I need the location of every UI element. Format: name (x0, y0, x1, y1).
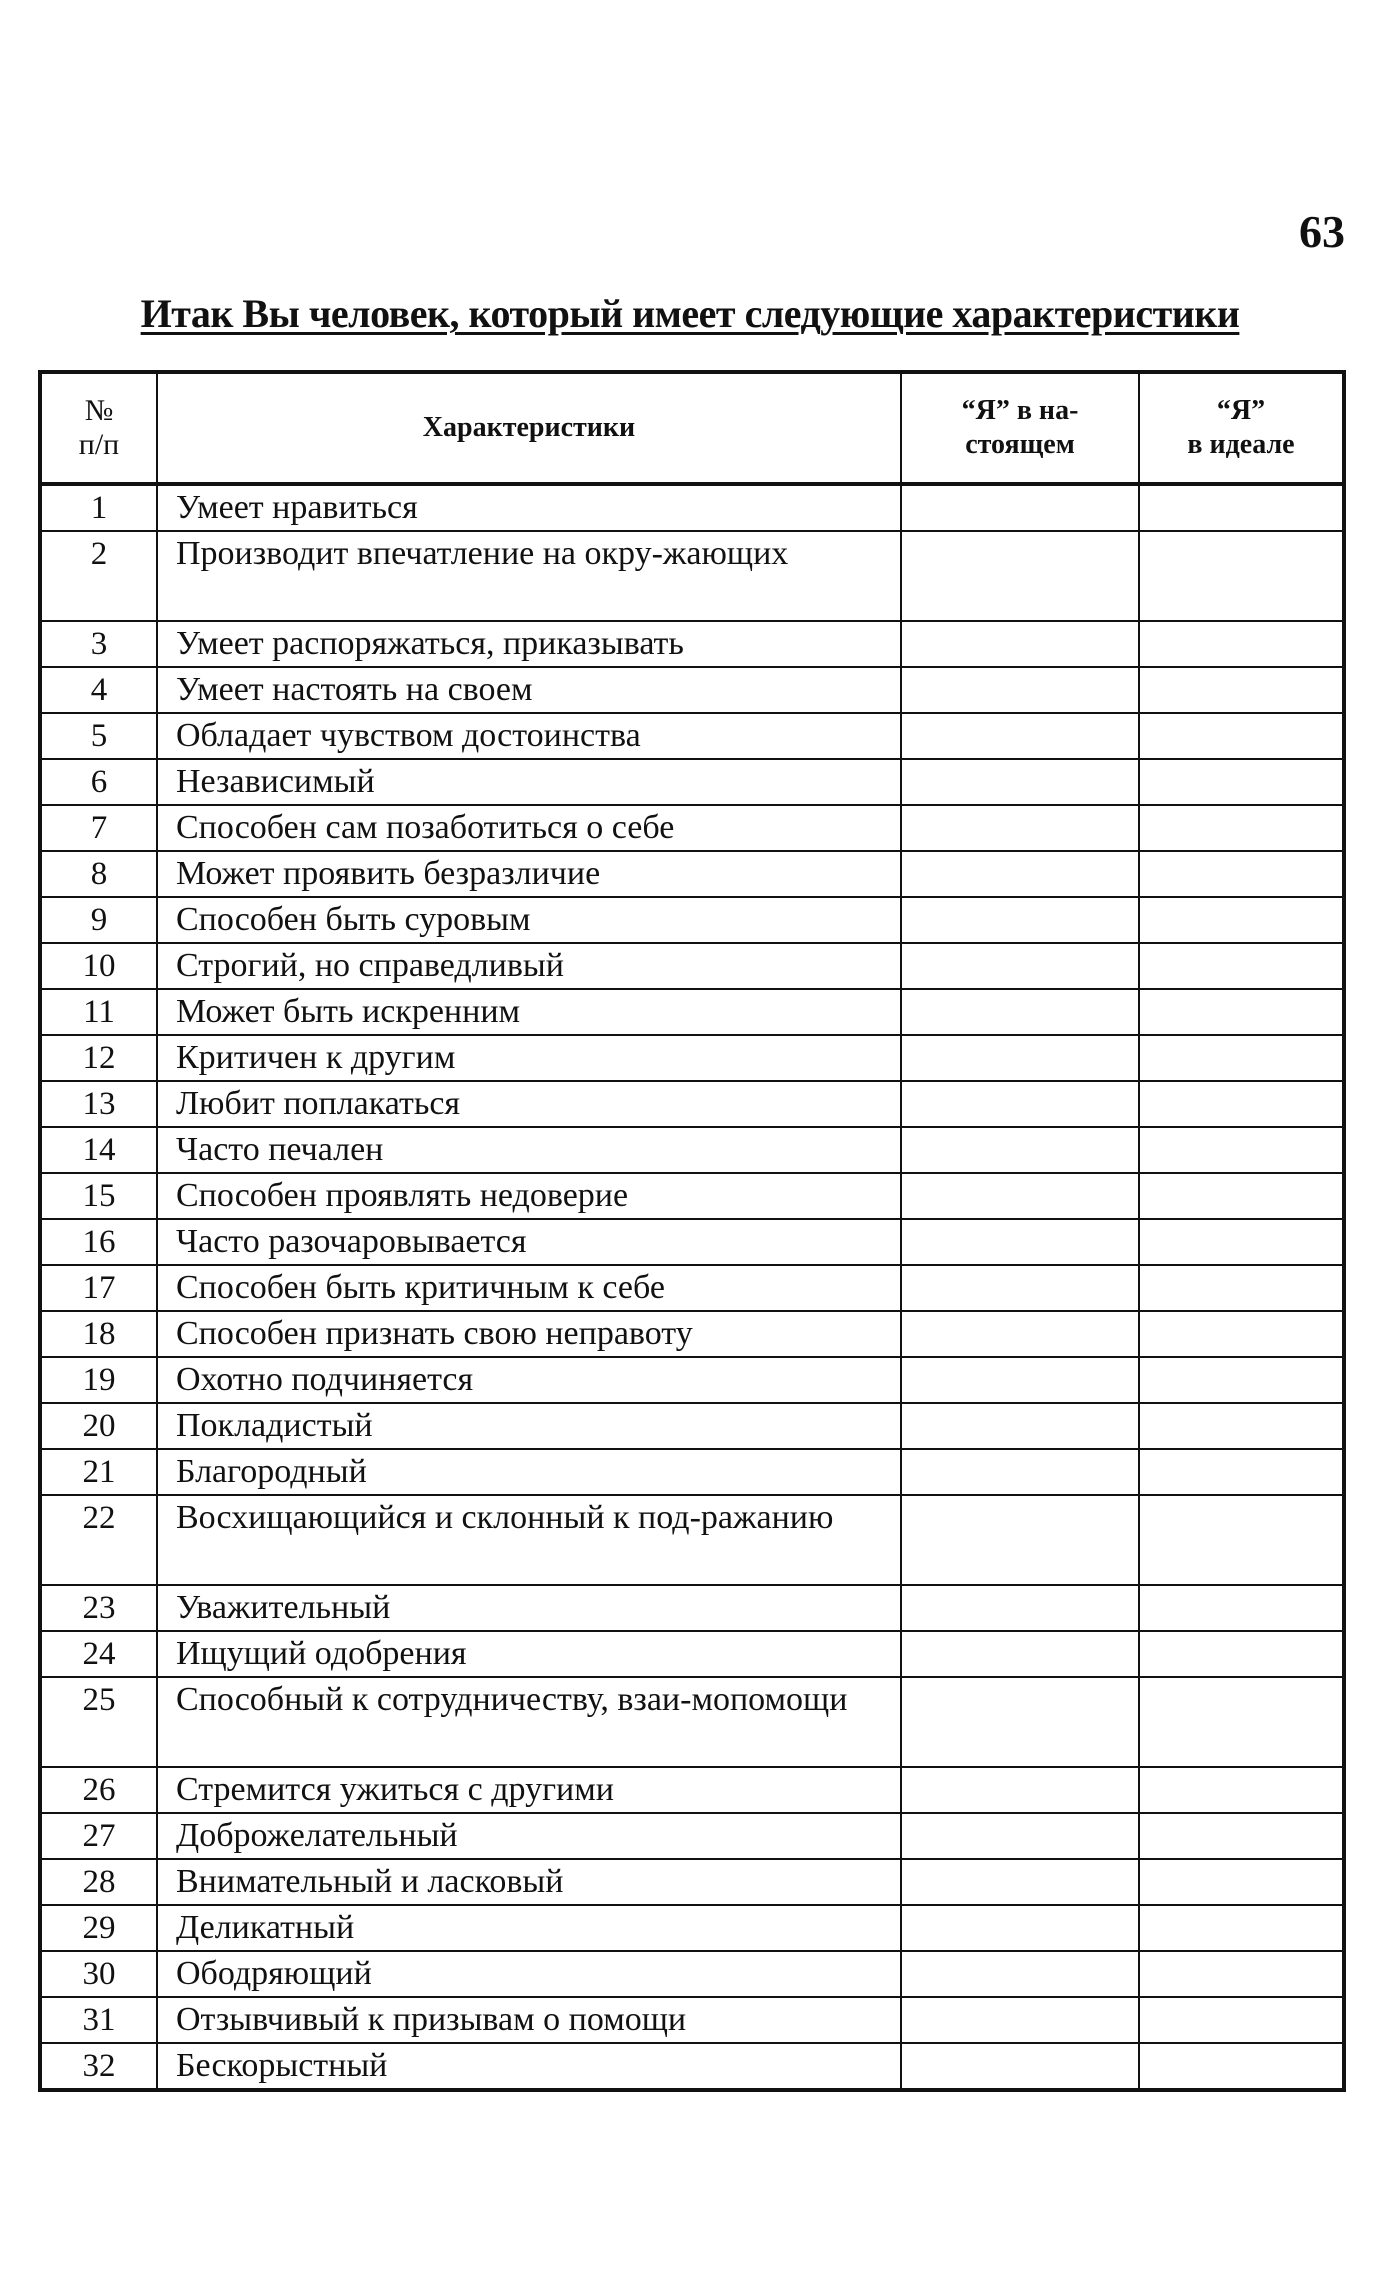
table-row (40, 851, 1344, 897)
row-characteristic: Благородный (157, 1449, 901, 1495)
row-self-present-cell[interactable] (901, 1449, 1139, 1495)
row-characteristic: Ободряющий (157, 1951, 901, 1997)
table-row (40, 667, 1344, 713)
characteristics-table (38, 370, 1346, 2092)
row-characteristic: Часто печален (157, 1127, 901, 1173)
header-number-line2: п/п (78, 428, 120, 461)
row-self-present-cell[interactable] (901, 1495, 1139, 1585)
row-self-ideal-cell[interactable] (1139, 621, 1344, 667)
row-number: 20 (40, 1403, 157, 1449)
row-self-ideal-cell[interactable] (1139, 897, 1344, 943)
row-self-present-cell[interactable] (901, 805, 1139, 851)
row-self-present-cell[interactable] (901, 1403, 1139, 1449)
row-characteristic: Любит поплакаться (157, 1081, 901, 1127)
row-number: 26 (40, 1767, 157, 1813)
row-self-ideal-cell[interactable] (1139, 989, 1344, 1035)
row-characteristic: Способен сам позаботиться о себе (157, 805, 901, 851)
table-row (40, 1677, 1344, 1767)
row-self-ideal-cell[interactable] (1139, 1631, 1344, 1677)
row-self-ideal-cell[interactable] (1139, 713, 1344, 759)
row-number: 32 (40, 2043, 157, 2090)
row-characteristic: Покладистый (157, 1403, 901, 1449)
row-characteristic: Охотно подчиняется (157, 1357, 901, 1403)
row-number: 4 (40, 667, 157, 713)
row-number: 31 (40, 1997, 157, 2043)
row-number: 13 (40, 1081, 157, 1127)
row-self-present-cell[interactable] (901, 1357, 1139, 1403)
header-self-present (901, 372, 1139, 484)
table-row (40, 484, 1344, 531)
row-self-ideal-cell[interactable] (1139, 1767, 1344, 1813)
table-row (40, 531, 1344, 621)
row-self-present-cell[interactable] (901, 1311, 1139, 1357)
row-number: 15 (40, 1173, 157, 1219)
row-self-ideal-cell[interactable] (1139, 1677, 1344, 1767)
table-row (40, 1173, 1344, 1219)
row-characteristic: Умеет нравиться (157, 484, 901, 531)
row-characteristic: Производит впечатление на окру-жающих (157, 531, 901, 621)
row-characteristic: Отзывчивый к призывам о помощи (157, 1997, 901, 2043)
row-self-present-cell[interactable] (901, 1951, 1139, 1997)
table-row (40, 989, 1344, 1035)
row-characteristic: Может быть искренним (157, 989, 901, 1035)
row-self-ideal-cell[interactable] (1139, 1495, 1344, 1585)
row-number: 2 (40, 531, 157, 621)
table-row (40, 1997, 1344, 2043)
row-self-present-cell[interactable] (901, 943, 1139, 989)
row-self-present-cell[interactable] (901, 1265, 1139, 1311)
row-characteristic: Способен быть критичным к себе (157, 1265, 901, 1311)
header-number (40, 372, 157, 484)
row-self-ideal-cell[interactable] (1139, 1997, 1344, 2043)
row-self-ideal-cell[interactable] (1139, 1081, 1344, 1127)
row-characteristic: Доброжелательный (157, 1813, 901, 1859)
row-characteristic: Ищущий одобрения (157, 1631, 901, 1677)
row-characteristic: Внимательный и ласковый (157, 1859, 901, 1905)
row-self-present-cell[interactable] (901, 713, 1139, 759)
table-row (40, 1905, 1344, 1951)
row-self-present-cell[interactable] (901, 989, 1139, 1035)
row-number: 25 (40, 1677, 157, 1767)
row-characteristic: Критичен к другим (157, 1035, 901, 1081)
header-self-present-line1: “Я” в на- (961, 395, 1079, 426)
row-characteristic: Способный к сотрудничеству, взаи-мопомощи (157, 1677, 901, 1767)
row-characteristic: Бескорыстный (157, 2043, 901, 2090)
row-self-ideal-cell[interactable] (1139, 484, 1344, 531)
table-row (40, 805, 1344, 851)
row-number: 3 (40, 621, 157, 667)
row-characteristic: Обладает чувством достоинства (157, 713, 901, 759)
row-self-present-cell[interactable] (901, 1585, 1139, 1631)
row-number: 7 (40, 805, 157, 851)
table-row (40, 897, 1344, 943)
row-number: 17 (40, 1265, 157, 1311)
page-title: Итак Вы человек, который имеет следующие характеристики (140, 291, 1240, 336)
table-row (40, 943, 1344, 989)
row-number: 19 (40, 1357, 157, 1403)
row-self-ideal-cell[interactable] (1139, 667, 1344, 713)
row-number: 28 (40, 1859, 157, 1905)
row-self-ideal-cell[interactable] (1139, 805, 1344, 851)
row-self-present-cell[interactable] (901, 1035, 1139, 1081)
row-characteristic: Умеет настоять на своем (157, 667, 901, 713)
row-characteristic: Может проявить безразличие (157, 851, 901, 897)
row-self-present-cell[interactable] (901, 897, 1139, 943)
row-number: 27 (40, 1813, 157, 1859)
row-number: 29 (40, 1905, 157, 1951)
row-self-present-cell[interactable] (901, 667, 1139, 713)
header-characteristics: Характеристики (157, 372, 901, 484)
header-self-ideal-line2: в идеале (1187, 429, 1295, 460)
table-row (40, 1767, 1344, 1813)
row-characteristic: Уважительный (157, 1585, 901, 1631)
row-self-ideal-cell[interactable] (1139, 1859, 1344, 1905)
table-row (40, 1813, 1344, 1859)
row-characteristic: Способен быть суровым (157, 897, 901, 943)
row-number: 22 (40, 1495, 157, 1585)
table-row (40, 1403, 1344, 1449)
row-self-present-cell[interactable] (901, 851, 1139, 897)
page-number: 63 (1299, 206, 1345, 257)
row-number: 16 (40, 1219, 157, 1265)
table-row (40, 1495, 1344, 1585)
table-row (40, 713, 1344, 759)
table-row (40, 621, 1344, 667)
row-self-present-cell[interactable] (901, 1631, 1139, 1677)
row-number: 6 (40, 759, 157, 805)
row-self-ideal-cell[interactable] (1139, 1035, 1344, 1081)
row-self-ideal-cell[interactable] (1139, 1585, 1344, 1631)
row-self-present-cell[interactable] (901, 1859, 1139, 1905)
row-self-present-cell[interactable] (901, 1173, 1139, 1219)
table-row (40, 1219, 1344, 1265)
row-self-ideal-cell[interactable] (1139, 1265, 1344, 1311)
row-self-ideal-cell[interactable] (1139, 1173, 1344, 1219)
row-number: 9 (40, 897, 157, 943)
table-row (40, 1859, 1344, 1905)
row-self-ideal-cell[interactable] (1139, 1357, 1344, 1403)
table-row (40, 1127, 1344, 1173)
row-self-present-cell[interactable] (901, 759, 1139, 805)
table-row (40, 1631, 1344, 1677)
row-number: 10 (40, 943, 157, 989)
row-number: 5 (40, 713, 157, 759)
row-self-ideal-cell[interactable] (1139, 531, 1344, 621)
row-self-present-cell[interactable] (901, 484, 1139, 531)
row-self-ideal-cell[interactable] (1139, 943, 1344, 989)
row-self-ideal-cell[interactable] (1139, 1813, 1344, 1859)
row-self-present-cell[interactable] (901, 531, 1139, 621)
row-characteristic: Строгий, но справедливый (157, 943, 901, 989)
table-row (40, 759, 1344, 805)
row-self-present-cell[interactable] (901, 1997, 1139, 2043)
row-characteristic: Деликатный (157, 1905, 901, 1951)
header-number-line1: № (84, 394, 114, 427)
row-number: 24 (40, 1631, 157, 1677)
row-self-present-cell[interactable] (901, 1127, 1139, 1173)
row-self-present-cell[interactable] (901, 1813, 1139, 1859)
header-self-present-line2: стоящем (965, 429, 1075, 460)
row-self-ideal-cell[interactable] (1139, 1951, 1344, 1997)
row-self-present-cell[interactable] (901, 2043, 1139, 2090)
row-self-ideal-cell[interactable] (1139, 759, 1344, 805)
table-row (40, 1585, 1344, 1631)
table-row (40, 1265, 1344, 1311)
row-number: 12 (40, 1035, 157, 1081)
row-self-present-cell[interactable] (901, 1767, 1139, 1813)
row-number: 23 (40, 1585, 157, 1631)
row-self-present-cell[interactable] (901, 1677, 1139, 1767)
row-self-present-cell[interactable] (901, 1219, 1139, 1265)
row-self-ideal-cell[interactable] (1139, 2043, 1344, 2090)
row-number: 1 (40, 484, 157, 531)
row-self-present-cell[interactable] (901, 1905, 1139, 1951)
table-row (40, 1035, 1344, 1081)
table-row (40, 2043, 1344, 2090)
row-self-present-cell[interactable] (901, 1081, 1139, 1127)
table-header-row (40, 372, 1344, 484)
table-row (40, 1357, 1344, 1403)
row-number: 30 (40, 1951, 157, 1997)
row-number: 8 (40, 851, 157, 897)
row-characteristic: Независимый (157, 759, 901, 805)
row-self-ideal-cell[interactable] (1139, 1127, 1344, 1173)
row-number: 21 (40, 1449, 157, 1495)
row-self-present-cell[interactable] (901, 621, 1139, 667)
table-row (40, 1951, 1344, 1997)
table-row (40, 1081, 1344, 1127)
table-body (40, 484, 1344, 2090)
row-self-ideal-cell[interactable] (1139, 1403, 1344, 1449)
row-characteristic: Стремится ужиться с другими (157, 1767, 901, 1813)
row-characteristic: Умеет распоряжаться, приказывать (157, 621, 901, 667)
row-characteristic: Восхищающийся и склонный к под-ражанию (157, 1495, 901, 1585)
row-self-ideal-cell[interactable] (1139, 1311, 1344, 1357)
row-number: 14 (40, 1127, 157, 1173)
row-self-ideal-cell[interactable] (1139, 1219, 1344, 1265)
table-row (40, 1449, 1344, 1495)
row-self-ideal-cell[interactable] (1139, 1449, 1344, 1495)
row-characteristic: Способен признать свою неправоту (157, 1311, 901, 1357)
row-characteristic: Способен проявлять недоверие (157, 1173, 901, 1219)
table-row (40, 1311, 1344, 1357)
header-self-ideal-line1: “Я” (1216, 395, 1266, 426)
row-number: 11 (40, 989, 157, 1035)
row-number: 18 (40, 1311, 157, 1357)
header-self-ideal (1139, 372, 1344, 484)
row-self-ideal-cell[interactable] (1139, 1905, 1344, 1951)
row-self-ideal-cell[interactable] (1139, 851, 1344, 897)
row-characteristic: Часто разочаровывается (157, 1219, 901, 1265)
